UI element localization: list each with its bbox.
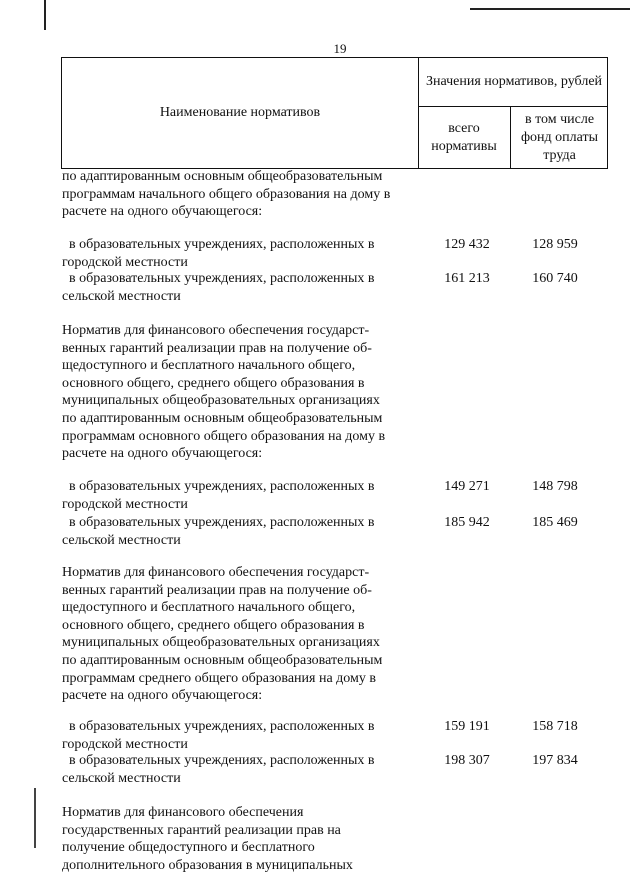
header-name-column: Наименование нормативов: [159, 105, 321, 120]
value-total: 198 307: [444, 753, 490, 768]
value-total: 129 432: [444, 237, 490, 252]
header-values-column: Значения нормативов, рублей: [425, 74, 603, 89]
scan-edge-mark: [34, 788, 36, 848]
norm-description: Норматив для финансового обеспечения государст- венных гарантий реализации прав на получение об- щедоступного и бесплатного начального общего, основного общего, среднего общего образования в муниципальных общеобразовательных организациях по адаптированным основным общеобразовательным программам основного общего образования на дому в расчете на одного обучающегося:: [62, 323, 386, 462]
norm-description: Норматив для финансового обеспечения государст- венных гарантий реализации прав на получение об- щедоступного и бесплатного начального общего, основного общего, среднего общего образования в муниципальных общеобразовательных организациях по адаптированным основным общеобразовательным программам среднего общего образования на дому в расчете на одного обучающегося:: [62, 565, 383, 704]
value-payroll: 158 718: [532, 719, 578, 734]
value-total: 149 271: [444, 479, 490, 494]
value-total: 161 213: [444, 271, 490, 286]
header-divider: [418, 106, 608, 107]
table-row-label: в образовательных учреждениях, расположенных в сельской местности: [62, 515, 375, 548]
norm-description: по адаптированным основным общеобразовательным программам начального общего образования на дому в расчете на одного обучающегося:: [62, 169, 391, 220]
table-row-label: в образовательных учреждениях, расположенных в городской местности: [62, 719, 375, 752]
header-divider: [418, 57, 419, 169]
value-payroll: 148 798: [532, 479, 578, 494]
header-total-column: всего нормативы: [431, 121, 497, 154]
header-payroll-column: в том числе фонд оплаты труда: [520, 112, 599, 163]
value-payroll: 128 959: [532, 237, 578, 252]
table-row-label: в образовательных учреждениях, расположенных в сельской местности: [62, 753, 375, 786]
value-total: 159 191: [444, 719, 490, 734]
table-row-label: в образовательных учреждениях, расположенных в городской местности: [62, 237, 375, 270]
table-row-label: в образовательных учреждениях, расположенных в сельской местности: [62, 271, 375, 304]
value-payroll: 160 740: [532, 271, 578, 286]
scan-edge-mark: [470, 8, 630, 10]
header-divider: [510, 106, 511, 169]
norm-description: Норматив для финансового обеспечения государственных гарантий реализации прав на получение общедоступного и бесплатного дополнительного образования в муниципальных: [62, 805, 353, 873]
value-payroll: 185 469: [532, 515, 578, 530]
table-row-label: в образовательных учреждениях, расположенных в городской местности: [62, 479, 375, 512]
value-total: 185 942: [444, 515, 490, 530]
page-number: 19: [333, 41, 347, 56]
scan-edge-mark: [44, 0, 46, 30]
value-payroll: 197 834: [532, 753, 578, 768]
